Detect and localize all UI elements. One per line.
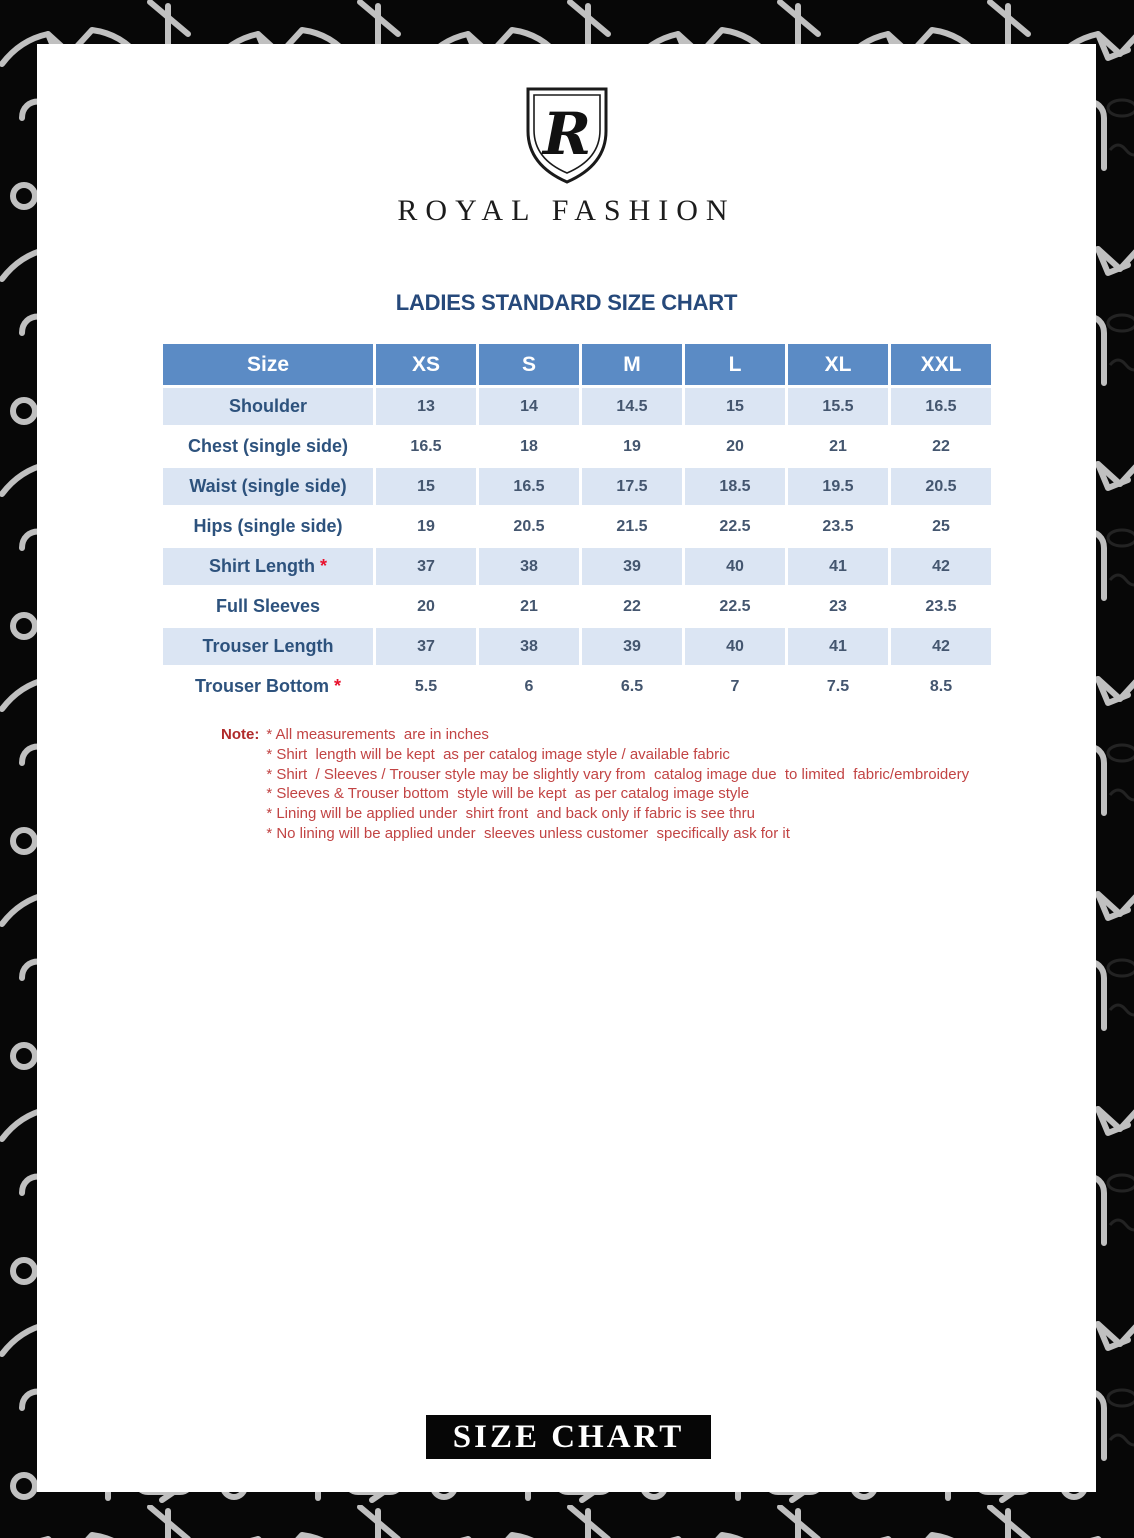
size-value-cell: 6.5 [582, 668, 682, 705]
size-value-cell: 40 [685, 548, 785, 585]
size-value-cell: 21 [479, 588, 579, 625]
size-chart-body [163, 388, 991, 705]
size-value-cell: 22.5 [685, 508, 785, 545]
note-item: * Shirt length will be kept as per catalog image style / available fabric [266, 745, 730, 763]
size-value-cell: 17.5 [582, 468, 682, 505]
size-value-cell: 15 [376, 468, 476, 505]
size-value-cell: 14.5 [582, 388, 682, 425]
notes-section [221, 725, 969, 844]
column-header-xs: XS [376, 344, 476, 385]
size-value-cell: 8.5 [891, 668, 991, 705]
row-label [163, 428, 373, 465]
row-label-text: Shirt Length [208, 556, 315, 576]
size-value-cell: 21 [788, 428, 888, 465]
size-value-cell: 39 [582, 548, 682, 585]
size-value-cell: 21.5 [582, 508, 682, 545]
note-item: * All measurements are in inches [266, 726, 489, 743]
row-label [163, 548, 373, 585]
size-value-cell: 15 [685, 388, 785, 425]
size-value-cell: 6 [479, 668, 579, 705]
row-label [163, 388, 373, 425]
brand-name: ROYAL FASHION [397, 194, 736, 227]
row-label-text: Trouser Length [202, 636, 334, 656]
size-value-cell: 25 [891, 508, 991, 545]
size-value-cell: 16.5 [376, 428, 476, 465]
row-label-text: Shoulder [228, 396, 307, 416]
size-value-cell: 18 [479, 428, 579, 465]
column-header-size: Size [163, 344, 373, 385]
size-value-cell: 40 [685, 628, 785, 665]
row-label [163, 588, 373, 625]
column-header-s: S [479, 344, 579, 385]
size-value-cell: 38 [479, 548, 579, 585]
size-value-cell: 20.5 [891, 468, 991, 505]
asterisk-marker: * [319, 556, 327, 576]
table-row [163, 628, 991, 665]
row-label [163, 468, 373, 505]
size-value-cell: 22 [891, 428, 991, 465]
size-value-cell: 14 [479, 388, 579, 425]
row-label-text: Waist (single side) [189, 476, 347, 496]
row-label-text: Chest (single side) [187, 436, 349, 456]
note-item: * Sleeves & Trouser bottom style will be kept as per catalog image style [266, 785, 750, 803]
size-value-cell: 15.5 [788, 388, 888, 425]
size-value-cell: 7.5 [788, 668, 888, 705]
size-value-cell: 20 [685, 428, 785, 465]
size-value-cell: 38 [479, 628, 579, 665]
asterisk-marker: * [334, 676, 342, 696]
brand-logo [37, 85, 1096, 185]
row-label [163, 668, 373, 705]
row-label-text: Hips (single side) [193, 516, 343, 536]
size-value-cell: 20 [376, 588, 476, 625]
size-value-cell: 23.5 [788, 508, 888, 545]
table-row [163, 588, 991, 625]
size-value-cell: 42 [891, 548, 991, 585]
size-chart-header-row [163, 344, 991, 385]
size-value-cell: 42 [891, 628, 991, 665]
page-title: LADIES STANDARD SIZE CHART [395, 290, 738, 315]
size-value-cell: 13 [376, 388, 476, 425]
notes-list [266, 725, 969, 844]
table-row [163, 428, 991, 465]
column-header-l: L [685, 344, 785, 385]
row-label-text: Full Sleeves [215, 596, 321, 616]
size-value-cell: 41 [788, 628, 888, 665]
document-page [37, 44, 1096, 1492]
size-value-cell: 37 [376, 548, 476, 585]
size-value-cell: 23.5 [891, 588, 991, 625]
row-label [163, 508, 373, 545]
size-value-cell: 19.5 [788, 468, 888, 505]
column-header-m: M [582, 344, 682, 385]
table-row [163, 468, 991, 505]
size-value-cell: 18.5 [685, 468, 785, 505]
size-value-cell: 16.5 [891, 388, 991, 425]
notes-label: Note: [221, 726, 260, 743]
size-value-cell: 7 [685, 668, 785, 705]
size-value-cell: 22 [582, 588, 682, 625]
size-chart-table [160, 341, 994, 708]
size-value-cell: 16.5 [479, 468, 579, 505]
size-value-cell: 19 [582, 428, 682, 465]
row-label [163, 628, 373, 665]
size-value-cell: 19 [376, 508, 476, 545]
table-row [163, 548, 991, 585]
size-chart-banner: SIZE CHART [426, 1415, 711, 1459]
note-item: * No lining will be applied under sleeves unless customer specifically ask for it [266, 824, 790, 842]
note-item: * Shirt / Sleeves / Trouser style may be slightly vary from catalog image due to limited fabric/embroidery [266, 765, 970, 783]
note-item: * Lining will be applied under shirt front and back only if fabric is see thru [266, 805, 755, 823]
size-value-cell: 39 [582, 628, 682, 665]
logo-letter: R [542, 100, 591, 168]
row-label-text: Trouser Bottom [194, 676, 329, 696]
column-header-xxl: XXL [891, 344, 991, 385]
shield-logo-icon [523, 85, 611, 185]
size-value-cell: 20.5 [479, 508, 579, 545]
size-value-cell: 37 [376, 628, 476, 665]
size-value-cell: 41 [788, 548, 888, 585]
size-value-cell: 23 [788, 588, 888, 625]
table-row [163, 668, 991, 705]
column-header-xl: XL [788, 344, 888, 385]
size-value-cell: 5.5 [376, 668, 476, 705]
size-value-cell: 22.5 [685, 588, 785, 625]
table-row [163, 388, 991, 425]
table-row [163, 508, 991, 545]
